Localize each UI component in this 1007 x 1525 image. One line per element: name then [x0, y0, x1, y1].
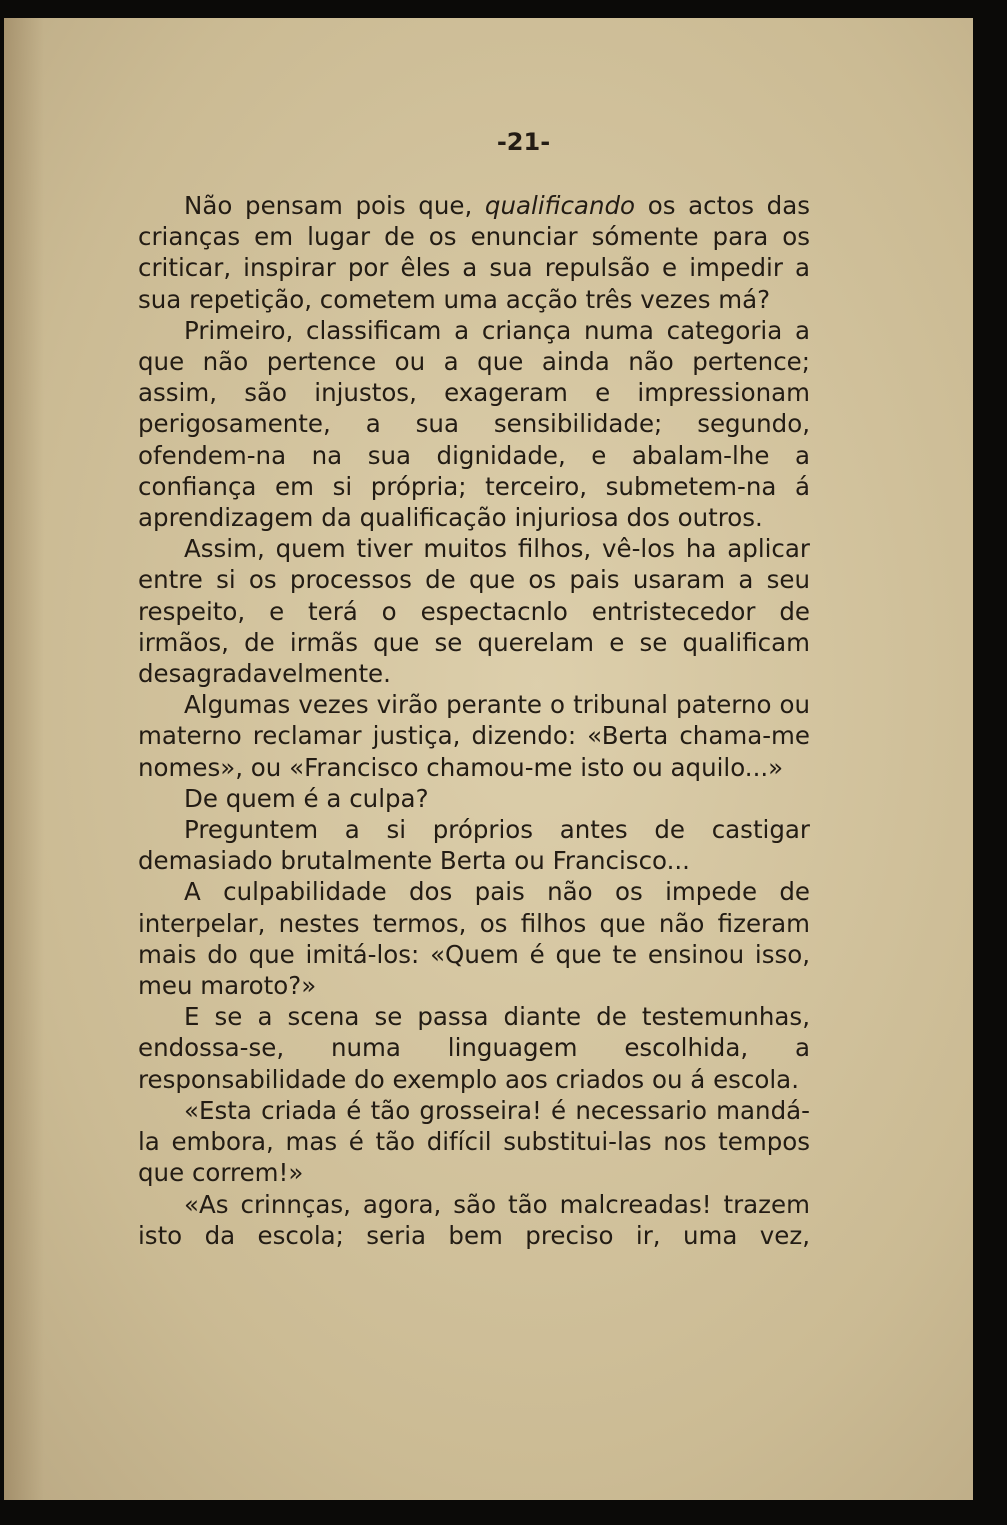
book-page: [4, 18, 973, 1500]
page-number: -21-: [496, 128, 551, 156]
paragraph: Não pensam pois que, qualificando os actos das crianças em lugar de os enunciar sómente para os criticar, inspirar por êles a sua repulsão e impedir a sua repetição, cometem uma acção três vezes má?: [138, 191, 810, 314]
paragraph: A culpabilidade dos pais não os impede de interpelar, nestes termos, os filhos que não fizeram mais do que imitá-los: «Quem é que te ensinou isso, meu maroto?»: [138, 877, 810, 1001]
paragraph: Primeiro, classificam a criança numa categoria a que não pertence ou a que ainda não pertence; assim, são injustos, exageram e impressionam perigosamente, a sua sensibilidade; segundo, ofendem-na na sua dignidade, e abalam-lhe a confiança em si própria; terceiro, submetem-na á aprendizagem da qualificação injuriosa dos outros.: [138, 315, 810, 533]
paragraph: Preguntem a si próprios antes de castigar demasiado brutalmente Berta ou Francisco...: [138, 815, 810, 876]
paragraph: Algumas vezes virão perante o tribunal paterno ou materno reclamar justiça, dizendo: «Berta chama-me nomes», ou «Francisco chamou-me isto ou aquilo...»: [138, 690, 810, 782]
paragraph: De quem é a culpa?: [184, 783, 429, 813]
body-text: [138, 190, 810, 1251]
paragraph: Assim, quem tiver muitos filhos, vê-los ha aplicar entre si os processos de que os pais usaram a seu respeito, e terá o espectacnlo entristecedor de irmãos, de irmãs que se querelam e se qualificam desagradavelmente.: [138, 534, 810, 689]
paragraph: «As crinnças, agora, são tão malcreadas! trazem isto da escola; seria bem preciso ir, uma vez,: [138, 1189, 810, 1250]
italic-word: qualificando: [484, 191, 636, 220]
paragraph: E se a scena se passa diante de testemunhas, endossa-se, numa linguagem escolhida, a responsabilidade do exemplo aos criados ou á escola.: [138, 1002, 810, 1094]
paragraph: «Esta criada é tão grosseira! é necessario mandá-la embora, mas é tão difícil substitui-las nos tempos que correm!»: [138, 1095, 810, 1188]
